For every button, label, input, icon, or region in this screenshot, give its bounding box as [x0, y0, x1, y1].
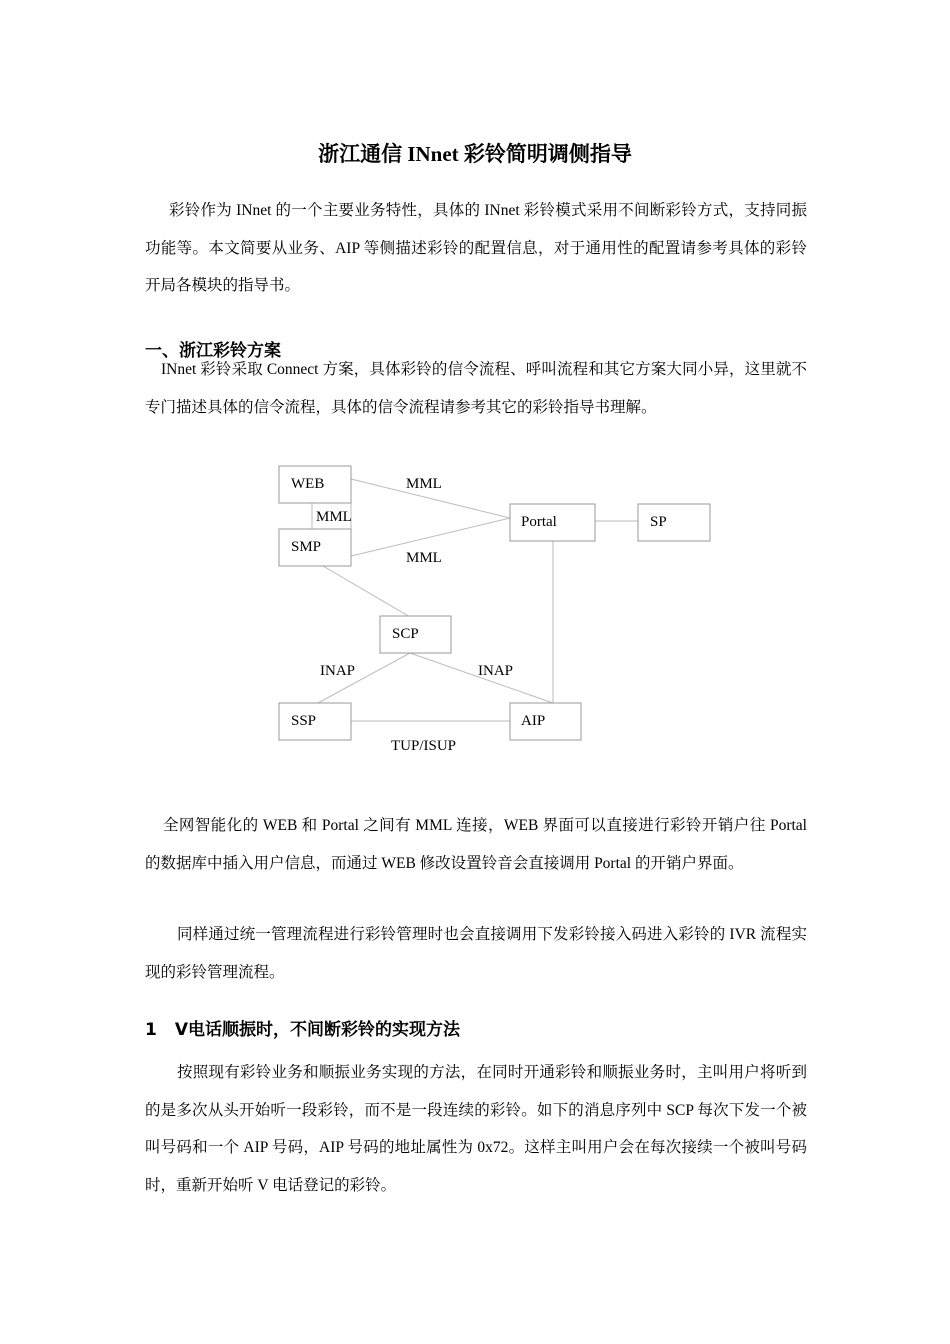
label-web-portal: MML — [406, 476, 442, 492]
node-web — [279, 466, 351, 503]
node-sp — [638, 504, 710, 541]
node-portal — [510, 504, 595, 541]
section-heading-2 — [145, 1015, 460, 1040]
svg-text:WEB: WEB — [291, 476, 325, 492]
label-scp-aip: INAP — [478, 663, 514, 679]
section-1-paragraph: INnet 彩铃采取 Connect 方案，具体彩铃的信令流程、呼叫流程和其它方案大同小异，这里就不专门描述具体的信令流程，具体的信令流程请参考其它的彩铃指导书理解。 — [145, 361, 807, 416]
paragraph-2: 全网智能化的 WEB 和 Portal 之间有 MML 连接，WEB 界面可以直接进行彩铃开销户往 Portal 的数据库中插入用户信息，而通过 WEB 修改设置铃音会直接调用 Portal 的开销户界面。 — [145, 817, 807, 872]
label-ssp-aip: TUP/ISUP — [391, 738, 457, 754]
section-number: 1 — [145, 1020, 157, 1040]
section-heading-1: 一、浙江彩铃方案 — [145, 341, 281, 361]
svg-text:AIP: AIP — [521, 713, 546, 729]
document-title: 浙江通信 INnet 彩铃简明调侧指导 — [318, 142, 632, 166]
label-web-smp: MML — [316, 509, 352, 525]
label-smp-portal: MML — [406, 550, 442, 566]
intro-paragraph: 彩铃作为 INnet 的一个主要业务特性，具体的 INnet 彩铃模式采用不间断彩铃方式，支持同振功能等。本文简要从业务、AIP 等侧描述彩铃的配置信息，对于通用性的配置请参考具体的彩铃开局各模块的指导书。 — [145, 202, 807, 294]
section-2-paragraph: 按照现有彩铃业务和顺振业务实现的方法，在同时开通彩铃和顺振业务时，主叫用户将听到的是多次从头开始听一段彩铃，而不是一段连续的彩铃。如下的消息序列中 SCP 每次下发一个被叫号码和一个 AIP 号码，AIP 号码的地址属性为 0x72。这样主叫用户会在每次接续一个被叫号码时，重新开始听 V 电话登记的彩铃。 — [145, 1064, 807, 1194]
svg-text:SCP: SCP — [392, 626, 419, 642]
svg-text:SP: SP — [650, 514, 667, 530]
node-aip — [510, 703, 581, 740]
svg-text:Portal: Portal — [521, 514, 557, 530]
svg-text:SSP: SSP — [291, 713, 317, 729]
label-scp-ssp: INAP — [320, 663, 356, 679]
section-title: V电话顺振时，不间断彩铃的实现方法 — [174, 1020, 460, 1040]
edge-smp-scp — [323, 566, 410, 617]
node-ssp — [279, 703, 351, 740]
node-scp — [380, 616, 451, 653]
node-smp — [279, 529, 351, 566]
svg-text:SMP: SMP — [291, 539, 322, 555]
paragraph-3: 同样通过统一管理流程进行彩铃管理时也会直接调用下发彩铃接入码进入彩铃的 IVR 流程实现的彩铃管理流程。 — [145, 926, 807, 981]
